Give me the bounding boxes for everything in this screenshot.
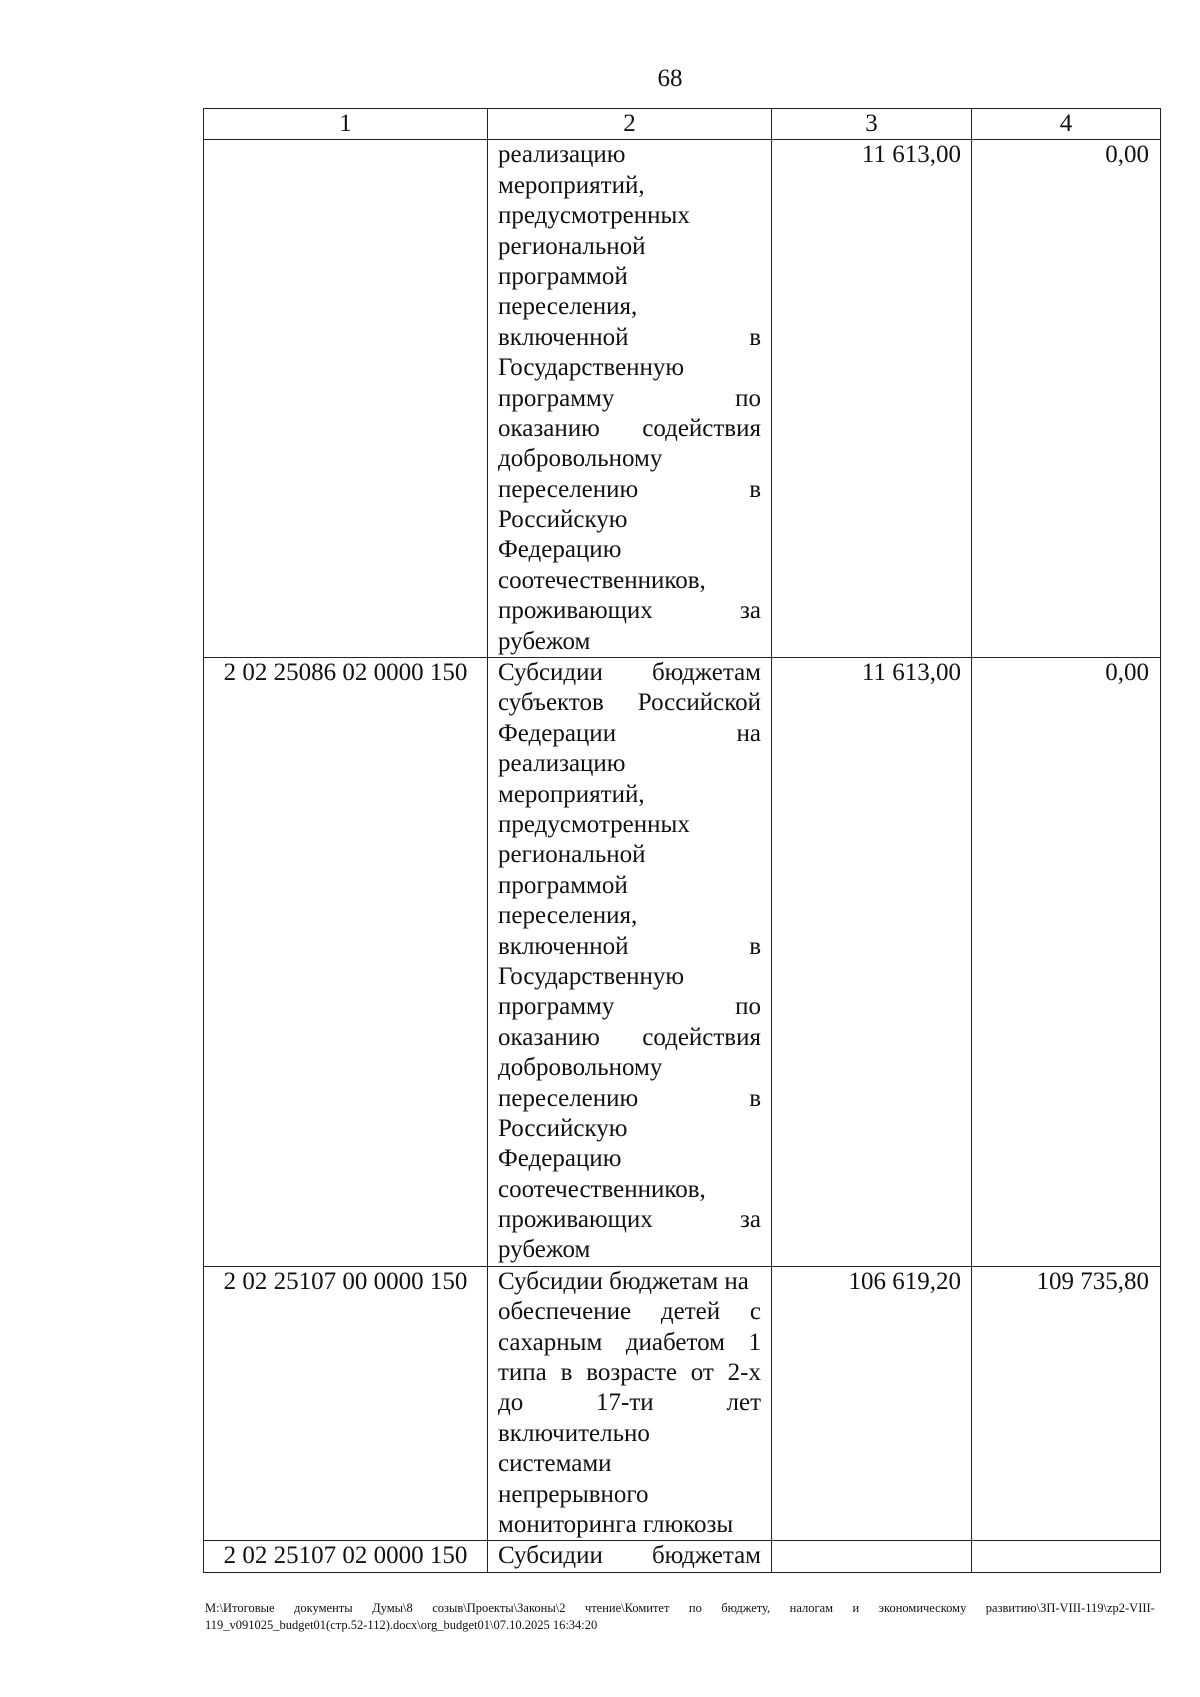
description-line (498, 871, 761, 901)
description-line (498, 262, 761, 292)
footer-word: налогам (789, 1601, 834, 1615)
description-word: бюджетам (651, 659, 761, 687)
description-word: переселения, (498, 902, 638, 930)
budget-table-body (204, 109, 1161, 1573)
description-line (498, 475, 761, 505)
description-word: Федерацию (498, 536, 622, 564)
description-line (498, 932, 761, 962)
description-word: обеспечение (498, 1298, 632, 1326)
value-col-4: 0,00 (972, 658, 1161, 1267)
description-word: в (749, 323, 761, 351)
description-word: предусмотренных (498, 202, 690, 230)
description-line (498, 1114, 761, 1144)
description-word: мероприятий, (498, 780, 645, 808)
description-word: включительно (498, 1419, 650, 1447)
description-word: по (735, 384, 761, 412)
table-row (204, 658, 1161, 1267)
description-word: по (735, 993, 761, 1021)
value-col-4: 109 735,80 (972, 1266, 1161, 1541)
value-col-3 (772, 1541, 972, 1572)
description-line (498, 414, 761, 444)
description-line (498, 1510, 761, 1540)
description-cell (488, 1541, 772, 1572)
description-word: 17-ти (596, 1389, 654, 1417)
description-line (498, 292, 761, 322)
description-line (498, 535, 761, 565)
footer-word: созыв\Проекты\Законы\2 (432, 1601, 566, 1615)
description-word: соотечественников, (498, 566, 706, 594)
description-line (498, 719, 761, 749)
value-col-3: 11 613,00 (772, 658, 972, 1267)
description-word: переселению (498, 1084, 639, 1112)
footer-word: чтение\Комитет (584, 1601, 670, 1615)
footer-word: бюджету, (721, 1601, 771, 1615)
description-line (498, 232, 761, 262)
description-line (498, 1267, 761, 1297)
description-word: непрерывного (498, 1480, 649, 1508)
footer-word: по (688, 1601, 702, 1615)
description-line (498, 140, 761, 170)
description-line (498, 840, 761, 870)
description-line (498, 171, 761, 201)
description-word: содействия (642, 1023, 761, 1051)
header-cell-3: 3 (772, 109, 972, 140)
description-line (498, 1358, 761, 1388)
description-line (498, 596, 761, 626)
description-word: оказанию (498, 414, 600, 442)
description-word: Государственную (498, 962, 685, 990)
description-line (498, 1328, 761, 1358)
table-row (204, 1541, 1161, 1572)
header-cell-1: 1 (204, 109, 488, 140)
description-line (498, 1175, 761, 1205)
description-word: Федерации (498, 719, 617, 747)
description-line (498, 1419, 761, 1449)
description-line (498, 566, 761, 596)
footer-word: экономическому (878, 1601, 967, 1615)
description-line (498, 1480, 761, 1510)
description-word: лет (726, 1389, 761, 1417)
income-code-cell: 2 02 25107 00 0000 150 (204, 1266, 488, 1541)
header-cell-4: 4 (972, 109, 1161, 140)
description-line (498, 323, 761, 353)
description-word: оказанию (498, 1023, 600, 1051)
description-word: с (749, 1298, 761, 1326)
description-line (498, 353, 761, 383)
description-word: проживающих (498, 1206, 653, 1234)
footer-line-1 (205, 1600, 1155, 1617)
description-word: Российскую (498, 1114, 628, 1142)
footer-word: и (852, 1601, 860, 1615)
description-word: в (749, 475, 761, 503)
description-word: региональной (498, 841, 646, 869)
description-word: Субсидии бюджетам на (498, 1267, 749, 1295)
description-word: сахарным (498, 1328, 603, 1356)
description-cell (488, 140, 772, 658)
footer-word: Думы\8 (372, 1601, 413, 1615)
description-word: содействия (642, 414, 761, 442)
description-word: в (560, 1359, 573, 1387)
description-line (498, 901, 761, 931)
description-word: рубежом (498, 627, 591, 655)
description-word: программу (498, 384, 615, 412)
value-col-4: 0,00 (972, 140, 1161, 658)
description-word: рубежом (498, 1236, 591, 1264)
table-row (204, 140, 1161, 658)
value-col-3: 11 613,00 (772, 140, 972, 658)
description-word: в (749, 932, 761, 960)
description-word: мониторинга глюкозы (498, 1510, 734, 1538)
description-word: до (498, 1389, 524, 1417)
description-word: программой (498, 871, 628, 899)
footer-word: развитию\ЗП-VIII-119\zp2-VIII- (985, 1601, 1155, 1615)
description-word: субъектов (498, 689, 604, 717)
description-line (498, 1449, 761, 1479)
income-code-cell (204, 140, 488, 658)
income-code-cell: 2 02 25107 02 0000 150 (204, 1541, 488, 1572)
description-line (498, 962, 761, 992)
description-word: добровольному (498, 1054, 663, 1082)
description-word: переселения, (498, 293, 638, 321)
description-word: добровольному (498, 445, 663, 473)
description-line (498, 749, 761, 779)
description-word: реализацию (498, 750, 626, 778)
description-word: за (740, 1206, 761, 1234)
description-word: 1 (748, 1328, 761, 1356)
description-word: в (749, 1084, 761, 1112)
description-line (498, 780, 761, 810)
budget-table (203, 108, 1161, 1573)
description-line (498, 627, 761, 657)
description-line (498, 1144, 761, 1174)
description-word: диабетом (625, 1328, 725, 1356)
description-line (498, 992, 761, 1022)
description-word: Федерацию (498, 1145, 622, 1173)
description-line (498, 810, 761, 840)
value-col-4 (972, 1541, 1161, 1572)
description-line (498, 1235, 761, 1265)
income-code-cell: 2 02 25086 02 0000 150 (204, 658, 488, 1267)
description-line (498, 505, 761, 535)
description-word: Российской (637, 689, 761, 717)
description-word: соотечественников, (498, 1175, 706, 1203)
description-word: Государственную (498, 354, 685, 382)
description-word: мероприятий, (498, 171, 645, 199)
description-word: проживающих (498, 597, 653, 625)
description-word: за (740, 597, 761, 625)
description-line (498, 201, 761, 231)
description-word: системами (498, 1450, 612, 1478)
description-word: бюджетам (651, 1542, 761, 1570)
description-line (498, 1205, 761, 1235)
description-word: типа (498, 1359, 547, 1387)
description-word: 2-х (727, 1359, 761, 1387)
description-word: Субсидии (498, 659, 603, 687)
value-col-3: 106 619,20 (772, 1266, 972, 1541)
description-word: на (736, 719, 761, 747)
description-line (498, 1023, 761, 1053)
description-word: переселению (498, 475, 639, 503)
description-line (498, 1053, 761, 1083)
page-number: 68 (657, 65, 683, 92)
description-word: программой (498, 262, 628, 290)
description-line (498, 1084, 761, 1114)
header-cell-2: 2 (488, 109, 772, 140)
file-path-footer (205, 1600, 1155, 1634)
description-line (498, 1388, 761, 1418)
description-word: Субсидии (498, 1542, 603, 1570)
description-line (498, 1297, 761, 1327)
description-word: предусмотренных (498, 811, 690, 838)
description-line (498, 444, 761, 474)
description-word: Российскую (498, 506, 628, 534)
description-cell (488, 658, 772, 1267)
description-line (498, 688, 761, 718)
header-row (204, 109, 1161, 140)
description-word: включенной (498, 932, 629, 960)
description-word: программу (498, 993, 615, 1021)
description-line (498, 658, 761, 688)
description-word: включенной (498, 323, 629, 351)
description-line (498, 384, 761, 414)
description-word: региональной (498, 232, 646, 260)
description-cell (488, 1266, 772, 1541)
footer-word: документы (294, 1601, 353, 1615)
description-word: от (690, 1359, 714, 1387)
footer-word: M:\Итоговые (205, 1601, 275, 1615)
description-word: возрасте (586, 1359, 677, 1387)
description-line (498, 1541, 761, 1571)
description-word: реализацию (498, 141, 626, 169)
footer-line-2: 119_v091025_budget01(стр.52-112).docx\org_budget01\07.10.2025 16:34:20 (205, 1618, 598, 1632)
description-word: детей (660, 1298, 721, 1326)
table-row (204, 1266, 1161, 1541)
